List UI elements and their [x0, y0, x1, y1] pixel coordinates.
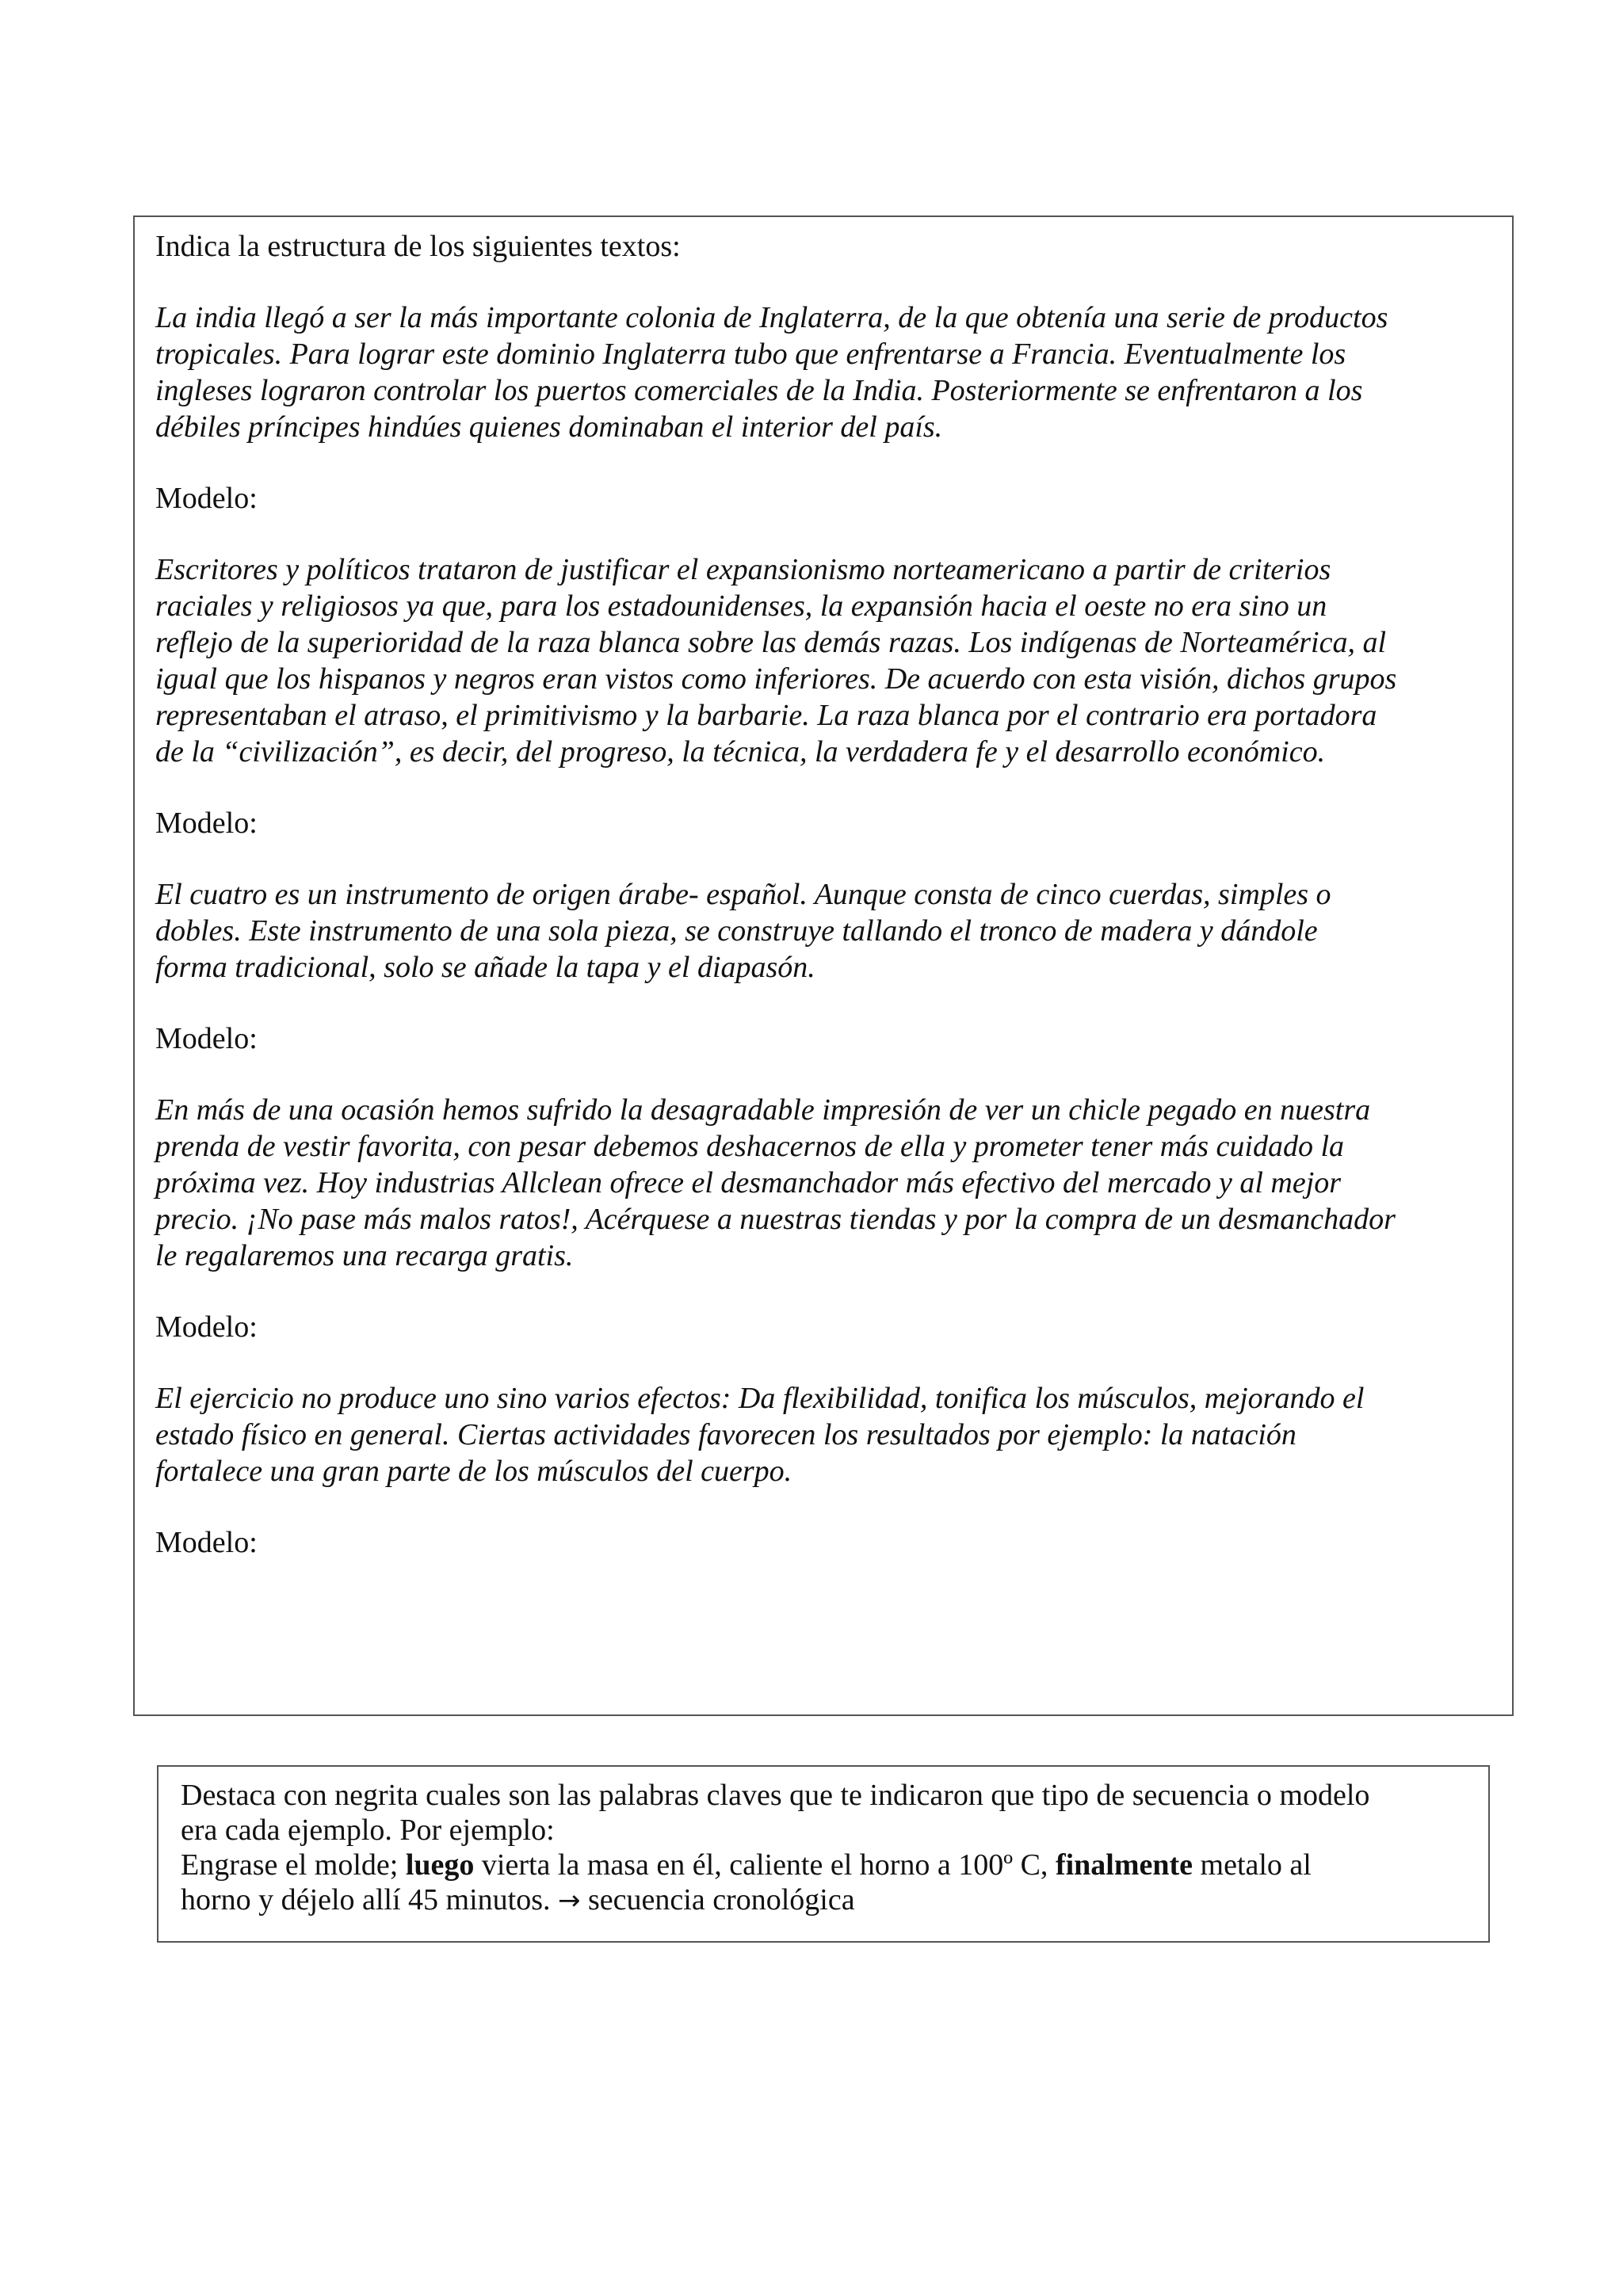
example-text-2: vierta la masa en él, caliente el horno a 100º C, — [474, 1848, 1056, 1882]
example-text-4: horno y déjelo allí 45 minutos. — [181, 1883, 559, 1917]
modelo-label-5: Modelo: — [155, 1526, 258, 1559]
arrow-right-icon: → — [558, 1885, 581, 1917]
modelo-label-4: Modelo: — [155, 1310, 258, 1344]
text-passage-5: El ejercicio no produce uno sino varios efectos: Da flexibilidad, tonifica los músculos, mejorando el estado físico en general. Ciertas actividades favorecen los resultados por ejemplo: la natación fortalece una gran parte de los músculos del cuerpo. — [155, 1382, 1365, 1488]
modelo-label-2: Modelo: — [155, 807, 258, 840]
keyword-finalmente: finalmente — [1055, 1848, 1193, 1882]
keyword-luego: luego — [405, 1848, 475, 1882]
keywords-instruction-line-1: Destaca con negrita cuales son las palabras claves que te indicaron que tipo de secuencia o modelo — [181, 1779, 1370, 1812]
keywords-instruction-line-2: era cada ejemplo. Por ejemplo: — [181, 1814, 555, 1847]
bold-keywords-box — [157, 1765, 1490, 1943]
text-passage-3: El cuatro es un instrumento de origen árabe- español. Aunque consta de cinco cuerdas, simples o dobles. Este instrumento de una sola pieza, se construye tallando el tronco de madera y dándole forma tradicional, solo se añade la tapa y el diapasón. — [155, 878, 1331, 984]
example-line-end — [181, 1882, 1468, 1918]
instruction-text: Indica la estructura de los siguientes textos: — [155, 230, 681, 263]
example-text-3: metalo al — [1193, 1848, 1312, 1882]
text-passage-4: En más de una ocasión hemos sufrido la desagradable impresión de ver un chicle pegado en nuestra prenda de vestir favorita, con pesar debemos deshacernos de ella y prometer tener más cuidado la próxima vez. Hoy industrias Allclean ofrece el desmanchador más efectivo del mercado y al mejor precio. ¡No pase más malos ratos!, Acérquese a nuestras tiendas y por la compra de un desmanchador le regalaremos una recarga gratis. — [155, 1093, 1396, 1272]
text-passage-1: La india llegó a ser la más importante colonia de Inglaterra, de la que obtenía una serie de productos tropicales. Para lograr este dominio Inglaterra tubo que enfrentarse a Francia. Eventualmente los ingleses lograron controlar los puertos comerciales de la India. Posteriormente se enfrentaron a los débiles príncipes hindúes quienes dominaban el interior del país. — [155, 301, 1388, 444]
modelo-label-1: Modelo: — [155, 482, 258, 515]
text-passage-2: Escritores y políticos trataron de justificar el expansionismo norteamericano a partir de criterios raciales y religiosos ya que, para los estadounidenses, la expansión hacia el oeste no era sino un reflejo de la superioridad de la raza blanca sobre las demás razas. Los indígenas de Norteamérica, al igual que los hispanos y negros eran vistos como inferiores. De acuerdo con esta visión, dichos grupos representaban el atraso, el primitivismo y la barbarie. La raza blanca por el contrario era portadora de la “civilización”, es decir, del progreso, la técnica, la verdadera fe y el desarrollo económico. — [155, 553, 1397, 769]
example-line — [181, 1848, 1468, 1882]
example-text-1: Engrase el molde; — [181, 1848, 406, 1882]
modelo-label-3: Modelo: — [155, 1022, 258, 1055]
sequence-type-label: secuencia cronológica — [580, 1883, 855, 1917]
exercise-box — [133, 215, 1514, 1716]
